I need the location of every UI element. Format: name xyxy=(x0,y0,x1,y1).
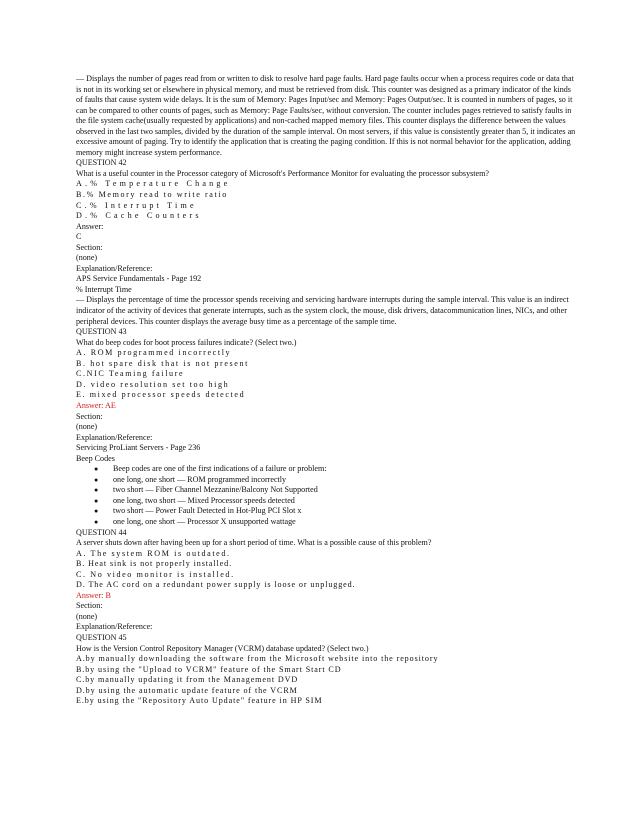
bullet-dot-icon: ● xyxy=(94,465,99,474)
question-44-section-label: Section: xyxy=(76,601,103,611)
question-43-answer: Answer: AE xyxy=(76,400,116,410)
list-item-text: two short — Fiber Channel Mezzanine/Balcony Not Supported xyxy=(113,485,318,495)
question-43-option-d: D. video resolution set too high xyxy=(76,379,230,389)
question-42-term: % Interrupt Time xyxy=(76,284,132,294)
list-item-text: one long, one short — ROM programmed incorrectly xyxy=(113,474,287,484)
question-44-prompt: A server shuts down after having been up for a short period of time. What is a possible cause of this problem? xyxy=(76,538,432,548)
question-43-option-b: B. hot spare disk that is not present xyxy=(76,358,249,368)
question-42-section-label: Section: xyxy=(76,242,103,252)
intro-paragraph: — Displays the number of pages read from or written to disk to resolve hard page faults. Hard page faults occur when a process requires code or data that is not in its working set or elsewhere in physical memory, and must be retrieved from disk. This counter was designed as a primary indicator of the kinds of faults that cause system wide delays. It is the sum of Memory: Pages Input/sec and Memory: Pages Output/sec. It is counted in numbers of pages, so it can be compared to other counts of pages, such as Memory: Page Faults/sec, without conversion. The counter includes pages retrieved to satisfy faults in the file system cache(usually requested by applications) and non-cached mapped memory files. This counter displays the difference between the values observed in the last two samples, divided by the duration of the sample interval. On most servers, if this value is consistently greater than 5, it indicates an excessive amount of paging. Try to identify the application that is creating the paging condition. If this is not normal behavior for the application, adding memory might increase system performance. xyxy=(76,74,576,157)
list-item xyxy=(94,517,576,528)
bullet-dot-icon: ● xyxy=(94,496,99,505)
question-42-reference: APS Service Fundamentals - Page 192 xyxy=(76,274,202,284)
question-43-explanation-label: Explanation/Reference: xyxy=(76,432,153,442)
question-44-option-b: B. Heat sink is not properly installed. xyxy=(76,559,233,569)
question-42-answer-label: Answer: xyxy=(76,221,104,231)
list-item xyxy=(94,496,576,507)
question-43-option-c: C.NIC Teaming failure xyxy=(76,369,185,379)
question-43-reference: Servicing ProLiant Servers - Page 236 xyxy=(76,443,201,453)
question-42-explanation-label: Explanation/Reference: xyxy=(76,263,153,273)
list-item xyxy=(94,506,576,517)
question-42-option-b: B.% Memory read to write ratio xyxy=(76,190,228,200)
question-42-explanation: — Displays the percentage of time the processor spends receiving and servicing hardware interrupts during the sample interval. This value is an indirect indicator of the activity of devices that generate interrupts, such as the system clock, the mouse, disk drivers, datacommunication lines, NICs, and other peripheral devices. This counter displays the average busy time as a percentage of the sample time. xyxy=(76,295,569,326)
list-item-text: one long, one short — Processor X unsupported wattage xyxy=(113,516,296,526)
question-42-title: QUESTION 42 xyxy=(76,158,127,168)
bullet-dot-icon: ● xyxy=(94,486,99,495)
list-item xyxy=(94,485,576,496)
question-45-prompt: How is the Version Control Repository Manager (VCRM) database updated? (Select two.) xyxy=(76,643,369,653)
list-item-text: Beep codes are one of the first indications of a failure or problem: xyxy=(113,464,327,474)
question-44-option-c: C. No video monitor is installed. xyxy=(76,569,235,579)
bullet-dot-icon: ● xyxy=(94,517,99,526)
question-45-option-b: B.by using the "Upload to VCRM" feature of the Smart Start CD xyxy=(76,664,342,674)
question-44-answer: Answer: B xyxy=(76,590,111,600)
question-43-section-value: (none) xyxy=(76,422,98,432)
beep-codes-list xyxy=(76,464,576,527)
question-42-option-a: A.% Temperature Change xyxy=(76,179,231,189)
question-42-prompt: What is a useful counter in the Processor category of Microsoft's Performance Monitor for evaluating the processor subsystem? xyxy=(76,168,489,178)
question-45-option-e: E.by using the "Repository Auto Update" feature in HP SIM xyxy=(76,696,323,706)
question-43-section-label: Section: xyxy=(76,411,103,421)
list-item xyxy=(94,475,576,486)
question-45-option-c: C.by manually updating it from the Management DVD xyxy=(76,675,299,685)
question-43-option-a: A. ROM programmed incorrectly xyxy=(76,348,232,358)
question-45-option-a: A.by manually downloading the software from the Microsoft website into the repository xyxy=(76,654,439,664)
bullet-dot-icon: ● xyxy=(94,507,99,516)
question-44-option-d: D. The AC cord on a redundant power supply is loose or unplugged. xyxy=(76,580,356,590)
question-44-explanation-label: Explanation/Reference: xyxy=(76,622,153,632)
question-44-option-a: A. The system ROM is outdated. xyxy=(76,548,231,558)
question-42-answer-value: C xyxy=(76,232,82,242)
list-item-text: two short — Power Fault Detected in Hot-Plug PCI Slot x xyxy=(113,506,302,516)
question-44-section-value: (none) xyxy=(76,611,98,621)
question-43-title: QUESTION 43 xyxy=(76,327,127,337)
bullet-dot-icon: ● xyxy=(94,475,99,484)
question-42-option-c: C.% Interrupt Time xyxy=(76,200,197,210)
question-43-option-e: E. mixed processor speeds detected xyxy=(76,390,246,400)
question-44-title: QUESTION 44 xyxy=(76,527,127,537)
question-43-term: Beep Codes xyxy=(76,453,115,463)
question-45-title: QUESTION 45 xyxy=(76,632,127,642)
list-item-text: one long, two short — Mixed Processor speeds detected xyxy=(113,495,295,505)
document-page xyxy=(76,74,576,707)
question-42-option-d: D.% Cache Counters xyxy=(76,211,202,221)
question-45-option-d: D.by using the automatic update feature of the VCRM xyxy=(76,685,298,695)
question-42-section-value: (none) xyxy=(76,253,98,263)
list-item xyxy=(94,464,576,475)
question-43-prompt: What do beep codes for boot process failures indicate? (Select two.) xyxy=(76,337,297,347)
